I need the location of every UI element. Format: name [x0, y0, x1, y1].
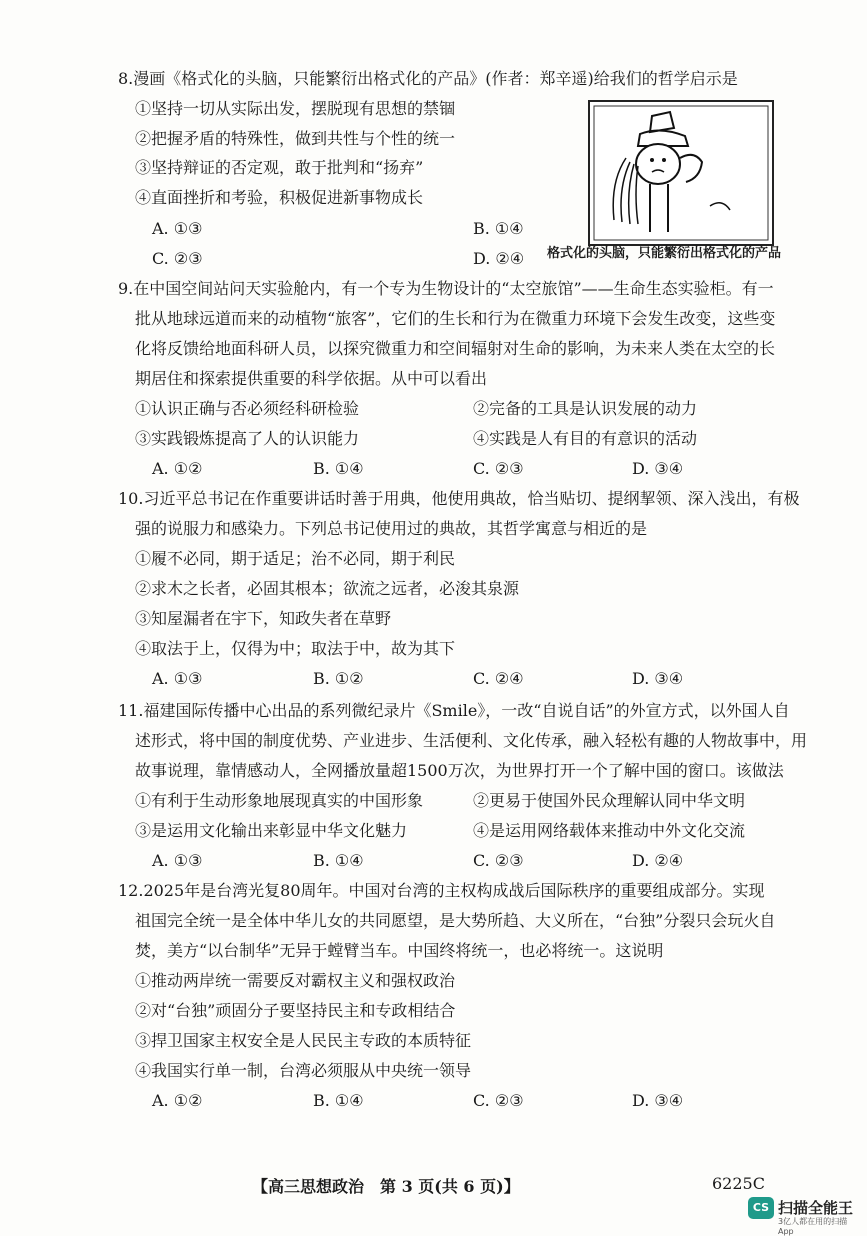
q12-line-1: 12.2025年是台湾光复80周年。中国对台湾的主权构成战后国际秩序的重要组成部分。实现	[118, 881, 765, 900]
q9-option-a: A. ①②	[152, 459, 203, 478]
q11-item-2: ②更易于使国外民众理解认同中华文明	[473, 791, 746, 810]
q11-option-a: A. ①③	[152, 851, 203, 870]
cartoon-caption: 格式化的头脑，只能繁衍出格式化的产品	[547, 246, 782, 261]
q11-line-3: 故事说理，靠情感动人，全网播放量超1500万次，为世界打开一个了解中国的窗口。该做法	[135, 761, 784, 780]
q10-option-c: C. ②④	[473, 669, 524, 688]
q9-option-b: B. ①④	[313, 459, 364, 478]
q8-option-b: B. ①④	[473, 219, 524, 238]
q12-item-3: ③捍卫国家主权安全是人民民主专政的本质特征	[135, 1031, 472, 1050]
q10-item-3: ③知屋漏者在宇下，知政失者在草野	[135, 609, 392, 628]
paper-code: 6225C	[712, 1174, 765, 1193]
q8-option-a: A. ①③	[152, 219, 203, 238]
q11-line-1: 11.福建国际传播中心出品的系列微纪录片《Smile》，一改“自说自话”的外宣方式，以外国人自	[118, 701, 790, 720]
q11-line-2: 述形式，将中国的制度优势、产业进步、生活便利、文化传承，融入轻松有趣的人物故事中，用	[135, 731, 808, 750]
q10-line-1: 10.习近平总书记在作重要讲话时善于用典，他使用典故，恰当贴切、提纲挈领、深入浅出，有极	[118, 489, 800, 508]
q9-option-d: D. ③④	[632, 459, 684, 478]
q8-stem: 8.漫画《格式化的头脑，只能繁衍出格式化的产品》(作者：郑辛遥)给我们的哲学启示是	[118, 69, 738, 88]
q11-option-d: D. ②④	[632, 851, 684, 870]
q9-line-2: 批从地球远道而来的动植物“旅客”，它们的生长和行为在微重力环境下会发生改变，这些变	[135, 309, 776, 328]
watermark-app-name: 扫描全能王	[778, 1199, 854, 1217]
q12-option-b: B. ①④	[313, 1091, 364, 1110]
q12-item-2: ②对“台独”顽固分子要坚持民主和专政相结合	[135, 1001, 456, 1020]
watermark-tagline: 3亿人都在用的扫描App	[778, 1217, 848, 1236]
q11-option-c: C. ②③	[473, 851, 524, 870]
q10-line-2: 强的说服力和感染力。下列总书记使用过的典故，其哲学寓意与相近的是	[135, 519, 648, 538]
q8-item-4: ④直面挫折和考验，积极促进新事物成长	[135, 188, 424, 207]
q8-item-1: ①坚持一切从实际出发，摆脱现有思想的禁锢	[135, 99, 456, 118]
q12-line-2: 祖国完全统一是全体中华儿女的共同愿望，是大势所趋、大义所在，“台独”分裂只会玩火自	[135, 911, 776, 930]
q8-item-2: ②把握矛盾的特殊性，做到共性与个性的统一	[135, 129, 456, 148]
q12-item-1: ①推动两岸统一需要反对霸权主义和强权政治	[135, 971, 456, 990]
q9-item-1: ①认识正确与否必须经科研检验	[135, 399, 360, 418]
q12-option-d: D. ③④	[632, 1091, 684, 1110]
page-footer-label: 【高三思想政治 第 3 页(共 6 页)】	[252, 1177, 520, 1196]
q11-option-b: B. ①④	[313, 851, 364, 870]
q9-item-2: ②完备的工具是认识发展的动力	[473, 399, 698, 418]
cartoon-illustration	[588, 100, 774, 246]
cartoon-drawing	[590, 102, 772, 244]
q10-item-4: ④取法于上，仅得为中；取法于中，故为其下	[135, 639, 456, 658]
q10-item-1: ①履不必同，期于适足；治不必同，期于利民	[135, 549, 456, 568]
q9-item-4: ④实践是人有目的有意识的活动	[473, 429, 698, 448]
q12-line-3: 焚，美方“以台制华”无异于螳臂当车。中国终将统一，也必将统一。这说明	[135, 941, 664, 960]
scanner-watermark	[748, 1196, 862, 1236]
q9-option-c: C. ②③	[473, 459, 524, 478]
q9-line-3: 化将反馈给地面科研人员，以探究微重力和空间辐射对生命的影响，为未来人类在太空的长	[135, 339, 776, 358]
q8-option-c: C. ②③	[152, 249, 203, 268]
q12-item-4: ④我国实行单一制，台湾必须服从中央统一领导	[135, 1061, 472, 1080]
q11-item-4: ④是运用网络载体来推动中外文化交流	[473, 821, 746, 840]
q10-item-2: ②求木之长者，必固其根本；欲流之远者，必浚其泉源	[135, 579, 520, 598]
q10-option-d: D. ③④	[632, 669, 684, 688]
q12-option-c: C. ②③	[473, 1091, 524, 1110]
q9-line-1: 9.在中国空间站问天实验舱内，有一个专为生物设计的“太空旅馆”——生命生态实验柜。有一	[118, 279, 774, 298]
q11-item-1: ①有利于生动形象地展现真实的中国形象	[135, 791, 424, 810]
q8-item-3: ③坚持辩证的否定观，敢于批判和“扬弃”	[135, 158, 424, 177]
q10-option-b: B. ①②	[313, 669, 364, 688]
q10-option-a: A. ①③	[152, 669, 203, 688]
q8-option-d: D. ②④	[473, 249, 525, 268]
camscanner-logo-icon: CS	[748, 1197, 774, 1219]
q9-line-4: 期居住和探索提供重要的科学依据。从中可以看出	[135, 369, 488, 388]
q11-item-3: ③是运用文化输出来彰显中华文化魅力	[135, 821, 408, 840]
q12-option-a: A. ①②	[152, 1091, 203, 1110]
q9-item-3: ③实践锻炼提高了人的认识能力	[135, 429, 360, 448]
